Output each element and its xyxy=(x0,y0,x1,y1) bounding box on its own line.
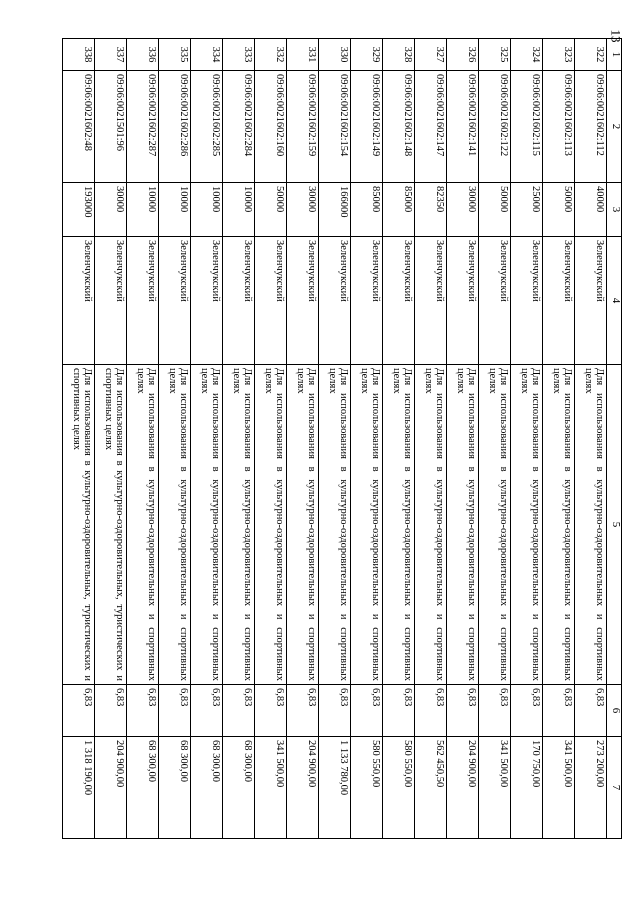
area-cell: 166000 xyxy=(319,183,351,237)
district-cell: Зеленчукский xyxy=(447,237,479,365)
amount-cell: 204 900,00 xyxy=(95,737,127,839)
area-cell: 10000 xyxy=(223,183,255,237)
table-row xyxy=(351,39,383,839)
row-number-cell: 326 xyxy=(447,39,479,71)
table-row xyxy=(415,39,447,839)
page-number: 13 xyxy=(608,29,624,43)
row-number-cell: 333 xyxy=(223,39,255,71)
area-cell: 193000 xyxy=(63,183,95,237)
district-cell: Зеленчукский xyxy=(159,237,191,365)
rate-cell: 6,83 xyxy=(255,685,287,737)
area-cell: 30000 xyxy=(287,183,319,237)
rate-cell: 6,83 xyxy=(511,685,543,737)
table-row xyxy=(543,39,575,839)
land-plots-table xyxy=(62,38,622,839)
permitted-use-cell: Для использования в культурно-оздоровительных и спортивных целях xyxy=(479,365,511,685)
area-cell: 25000 xyxy=(511,183,543,237)
permitted-use-cell: Для использования в культурно-оздоровительных и спортивных целях xyxy=(575,365,607,685)
permitted-use-cell: Для использования в культурно-оздоровительных и спортивных целях xyxy=(255,365,287,685)
district-cell: Зеленчукский xyxy=(543,237,575,365)
rate-cell: 6,83 xyxy=(575,685,607,737)
permitted-use-cell: Для использования в культурно-оздоровительных и спортивных целях xyxy=(287,365,319,685)
area-cell: 30000 xyxy=(447,183,479,237)
rotated-table-wrapper xyxy=(62,38,622,838)
table-row xyxy=(575,39,607,839)
table-row xyxy=(223,39,255,839)
district-cell: Зеленчукский xyxy=(351,237,383,365)
district-cell: Зеленчукский xyxy=(127,237,159,365)
row-number-cell: 331 xyxy=(287,39,319,71)
table-row xyxy=(447,39,479,839)
rate-cell: 6,83 xyxy=(383,685,415,737)
amount-cell: 341 500,00 xyxy=(255,737,287,839)
area-cell: 10000 xyxy=(191,183,223,237)
rate-cell: 6,83 xyxy=(543,685,575,737)
cadastral-number-cell: 09:06:0021602:149 xyxy=(351,71,383,183)
rate-cell: 6,83 xyxy=(95,685,127,737)
cadastral-number-cell: 09:06:0021602:285 xyxy=(191,71,223,183)
amount-cell: 68 300,00 xyxy=(159,737,191,839)
amount-cell: 341 500,00 xyxy=(479,737,511,839)
col-header-2: 2 xyxy=(607,71,622,183)
rate-cell: 6,83 xyxy=(447,685,479,737)
cadastral-number-cell: 09:06:0021602:154 xyxy=(319,71,351,183)
cadastral-number-cell: 09:06:0021602:287 xyxy=(127,71,159,183)
rate-cell: 6,83 xyxy=(479,685,511,737)
area-cell: 10000 xyxy=(127,183,159,237)
table-row xyxy=(159,39,191,839)
row-number-cell: 325 xyxy=(479,39,511,71)
row-number-cell: 332 xyxy=(255,39,287,71)
area-cell: 40000 xyxy=(575,183,607,237)
col-header-4: 4 xyxy=(607,237,622,365)
table-row xyxy=(127,39,159,839)
cadastral-number-cell: 09:06:0021602:159 xyxy=(287,71,319,183)
table-row xyxy=(255,39,287,839)
permitted-use-cell: Для использования в культурно-оздоровительных и спортивных целях xyxy=(159,365,191,685)
table-row xyxy=(319,39,351,839)
amount-cell: 562 450,50 xyxy=(415,737,447,839)
district-cell: Зеленчукский xyxy=(479,237,511,365)
permitted-use-cell: Для использования в культурно-оздоровительных и спортивных целях xyxy=(415,365,447,685)
amount-cell: 204 900,00 xyxy=(287,737,319,839)
rate-cell: 6,83 xyxy=(191,685,223,737)
rate-cell: 6,83 xyxy=(415,685,447,737)
district-cell: Зеленчукский xyxy=(511,237,543,365)
col-header-3: 3 xyxy=(607,183,622,237)
district-cell: Зеленчукский xyxy=(255,237,287,365)
amount-cell: 68 300,00 xyxy=(191,737,223,839)
col-header-6: 6 xyxy=(607,685,622,737)
permitted-use-cell: Для использования в культурно-оздоровительных, туристических и спортивных целях xyxy=(95,365,127,685)
row-number-cell: 335 xyxy=(159,39,191,71)
cadastral-number-cell: 09:06:0021602:113 xyxy=(543,71,575,183)
cadastral-number-cell: 09:06:0021602:160 xyxy=(255,71,287,183)
district-cell: Зеленчукский xyxy=(63,237,95,365)
cadastral-number-cell: 09:06:0021602:115 xyxy=(511,71,543,183)
permitted-use-cell: Для использования в культурно-оздоровительных и спортивных целях xyxy=(543,365,575,685)
amount-cell: 273 200,00 xyxy=(575,737,607,839)
area-cell: 10000 xyxy=(159,183,191,237)
table-row xyxy=(383,39,415,839)
district-cell: Зеленчукский xyxy=(287,237,319,365)
cadastral-number-cell: 09:06:0021602:147 xyxy=(415,71,447,183)
permitted-use-cell: Для использования в культурно-оздоровительных и спортивных целях xyxy=(191,365,223,685)
amount-cell: 580 550,00 xyxy=(383,737,415,839)
rate-cell: 6,83 xyxy=(63,685,95,737)
amount-cell: 1 133 780,00 xyxy=(319,737,351,839)
permitted-use-cell: Для использования в культурно-оздоровительных и спортивных целях xyxy=(319,365,351,685)
cadastral-number-cell: 09:06:0021602:284 xyxy=(223,71,255,183)
permitted-use-cell: Для использования в культурно-оздоровительных и спортивных целях xyxy=(223,365,255,685)
district-cell: Зеленчукский xyxy=(319,237,351,365)
cadastral-number-cell: 09:06:0021602:48 xyxy=(63,71,95,183)
table-body xyxy=(63,39,607,839)
col-header-7: 7 xyxy=(607,737,622,839)
amount-cell: 68 300,00 xyxy=(127,737,159,839)
cadastral-number-cell: 09:06:0021602:112 xyxy=(575,71,607,183)
table-row xyxy=(287,39,319,839)
permitted-use-cell: Для использования в культурно-оздоровительных и спортивных целях xyxy=(383,365,415,685)
table-row xyxy=(95,39,127,839)
permitted-use-cell: Для использования в культурно-оздоровительных и спортивных целях xyxy=(351,365,383,685)
amount-cell: 1 318 190,00 xyxy=(63,737,95,839)
area-cell: 50000 xyxy=(479,183,511,237)
district-cell: Зеленчукский xyxy=(191,237,223,365)
row-number-cell: 327 xyxy=(415,39,447,71)
col-header-1: 1 xyxy=(607,39,622,71)
col-header-5: 5 xyxy=(607,365,622,685)
row-number-cell: 322 xyxy=(575,39,607,71)
row-number-cell: 323 xyxy=(543,39,575,71)
amount-cell: 341 500,00 xyxy=(543,737,575,839)
amount-cell: 204 900,00 xyxy=(447,737,479,839)
area-cell: 50000 xyxy=(543,183,575,237)
cadastral-number-cell: 09:06:0021602:141 xyxy=(447,71,479,183)
cadastral-number-cell: 09:06:0021602:148 xyxy=(383,71,415,183)
rate-cell: 6,83 xyxy=(287,685,319,737)
row-number-cell: 334 xyxy=(191,39,223,71)
district-cell: Зеленчукский xyxy=(415,237,447,365)
table-row xyxy=(63,39,95,839)
amount-cell: 170 750,00 xyxy=(511,737,543,839)
area-cell: 85000 xyxy=(383,183,415,237)
area-cell: 50000 xyxy=(255,183,287,237)
amount-cell: 580 550,00 xyxy=(351,737,383,839)
row-number-cell: 328 xyxy=(383,39,415,71)
table-row xyxy=(479,39,511,839)
cadastral-number-cell: 09:06:0021501:96 xyxy=(95,71,127,183)
amount-cell: 68 300,00 xyxy=(223,737,255,839)
district-cell: Зеленчукский xyxy=(575,237,607,365)
row-number-cell: 329 xyxy=(351,39,383,71)
permitted-use-cell: Для использования в культурно-оздоровительных и спортивных целях xyxy=(127,365,159,685)
rate-cell: 6,83 xyxy=(223,685,255,737)
cadastral-number-cell: 09:06:0021602:286 xyxy=(159,71,191,183)
rate-cell: 6,83 xyxy=(319,685,351,737)
permitted-use-cell: Для использования в культурно-оздоровительных, туристических и спортивных целях xyxy=(63,365,95,685)
district-cell: Зеленчукский xyxy=(223,237,255,365)
permitted-use-cell: Для использования в культурно-оздоровительных и спортивных целях xyxy=(511,365,543,685)
rate-cell: 6,83 xyxy=(159,685,191,737)
row-number-cell: 336 xyxy=(127,39,159,71)
permitted-use-cell: Для использования в культурно-оздоровительных и спортивных целях xyxy=(447,365,479,685)
row-number-cell: 337 xyxy=(95,39,127,71)
table-row xyxy=(511,39,543,839)
area-cell: 30000 xyxy=(95,183,127,237)
area-cell: 85000 xyxy=(351,183,383,237)
header-row xyxy=(607,39,622,839)
table-row xyxy=(191,39,223,839)
row-number-cell: 338 xyxy=(63,39,95,71)
district-cell: Зеленчукский xyxy=(95,237,127,365)
rate-cell: 6,83 xyxy=(351,685,383,737)
row-number-cell: 324 xyxy=(511,39,543,71)
cadastral-number-cell: 09:06:0021602:122 xyxy=(479,71,511,183)
area-cell: 82350 xyxy=(415,183,447,237)
row-number-cell: 330 xyxy=(319,39,351,71)
district-cell: Зеленчукский xyxy=(383,237,415,365)
rate-cell: 6,83 xyxy=(127,685,159,737)
